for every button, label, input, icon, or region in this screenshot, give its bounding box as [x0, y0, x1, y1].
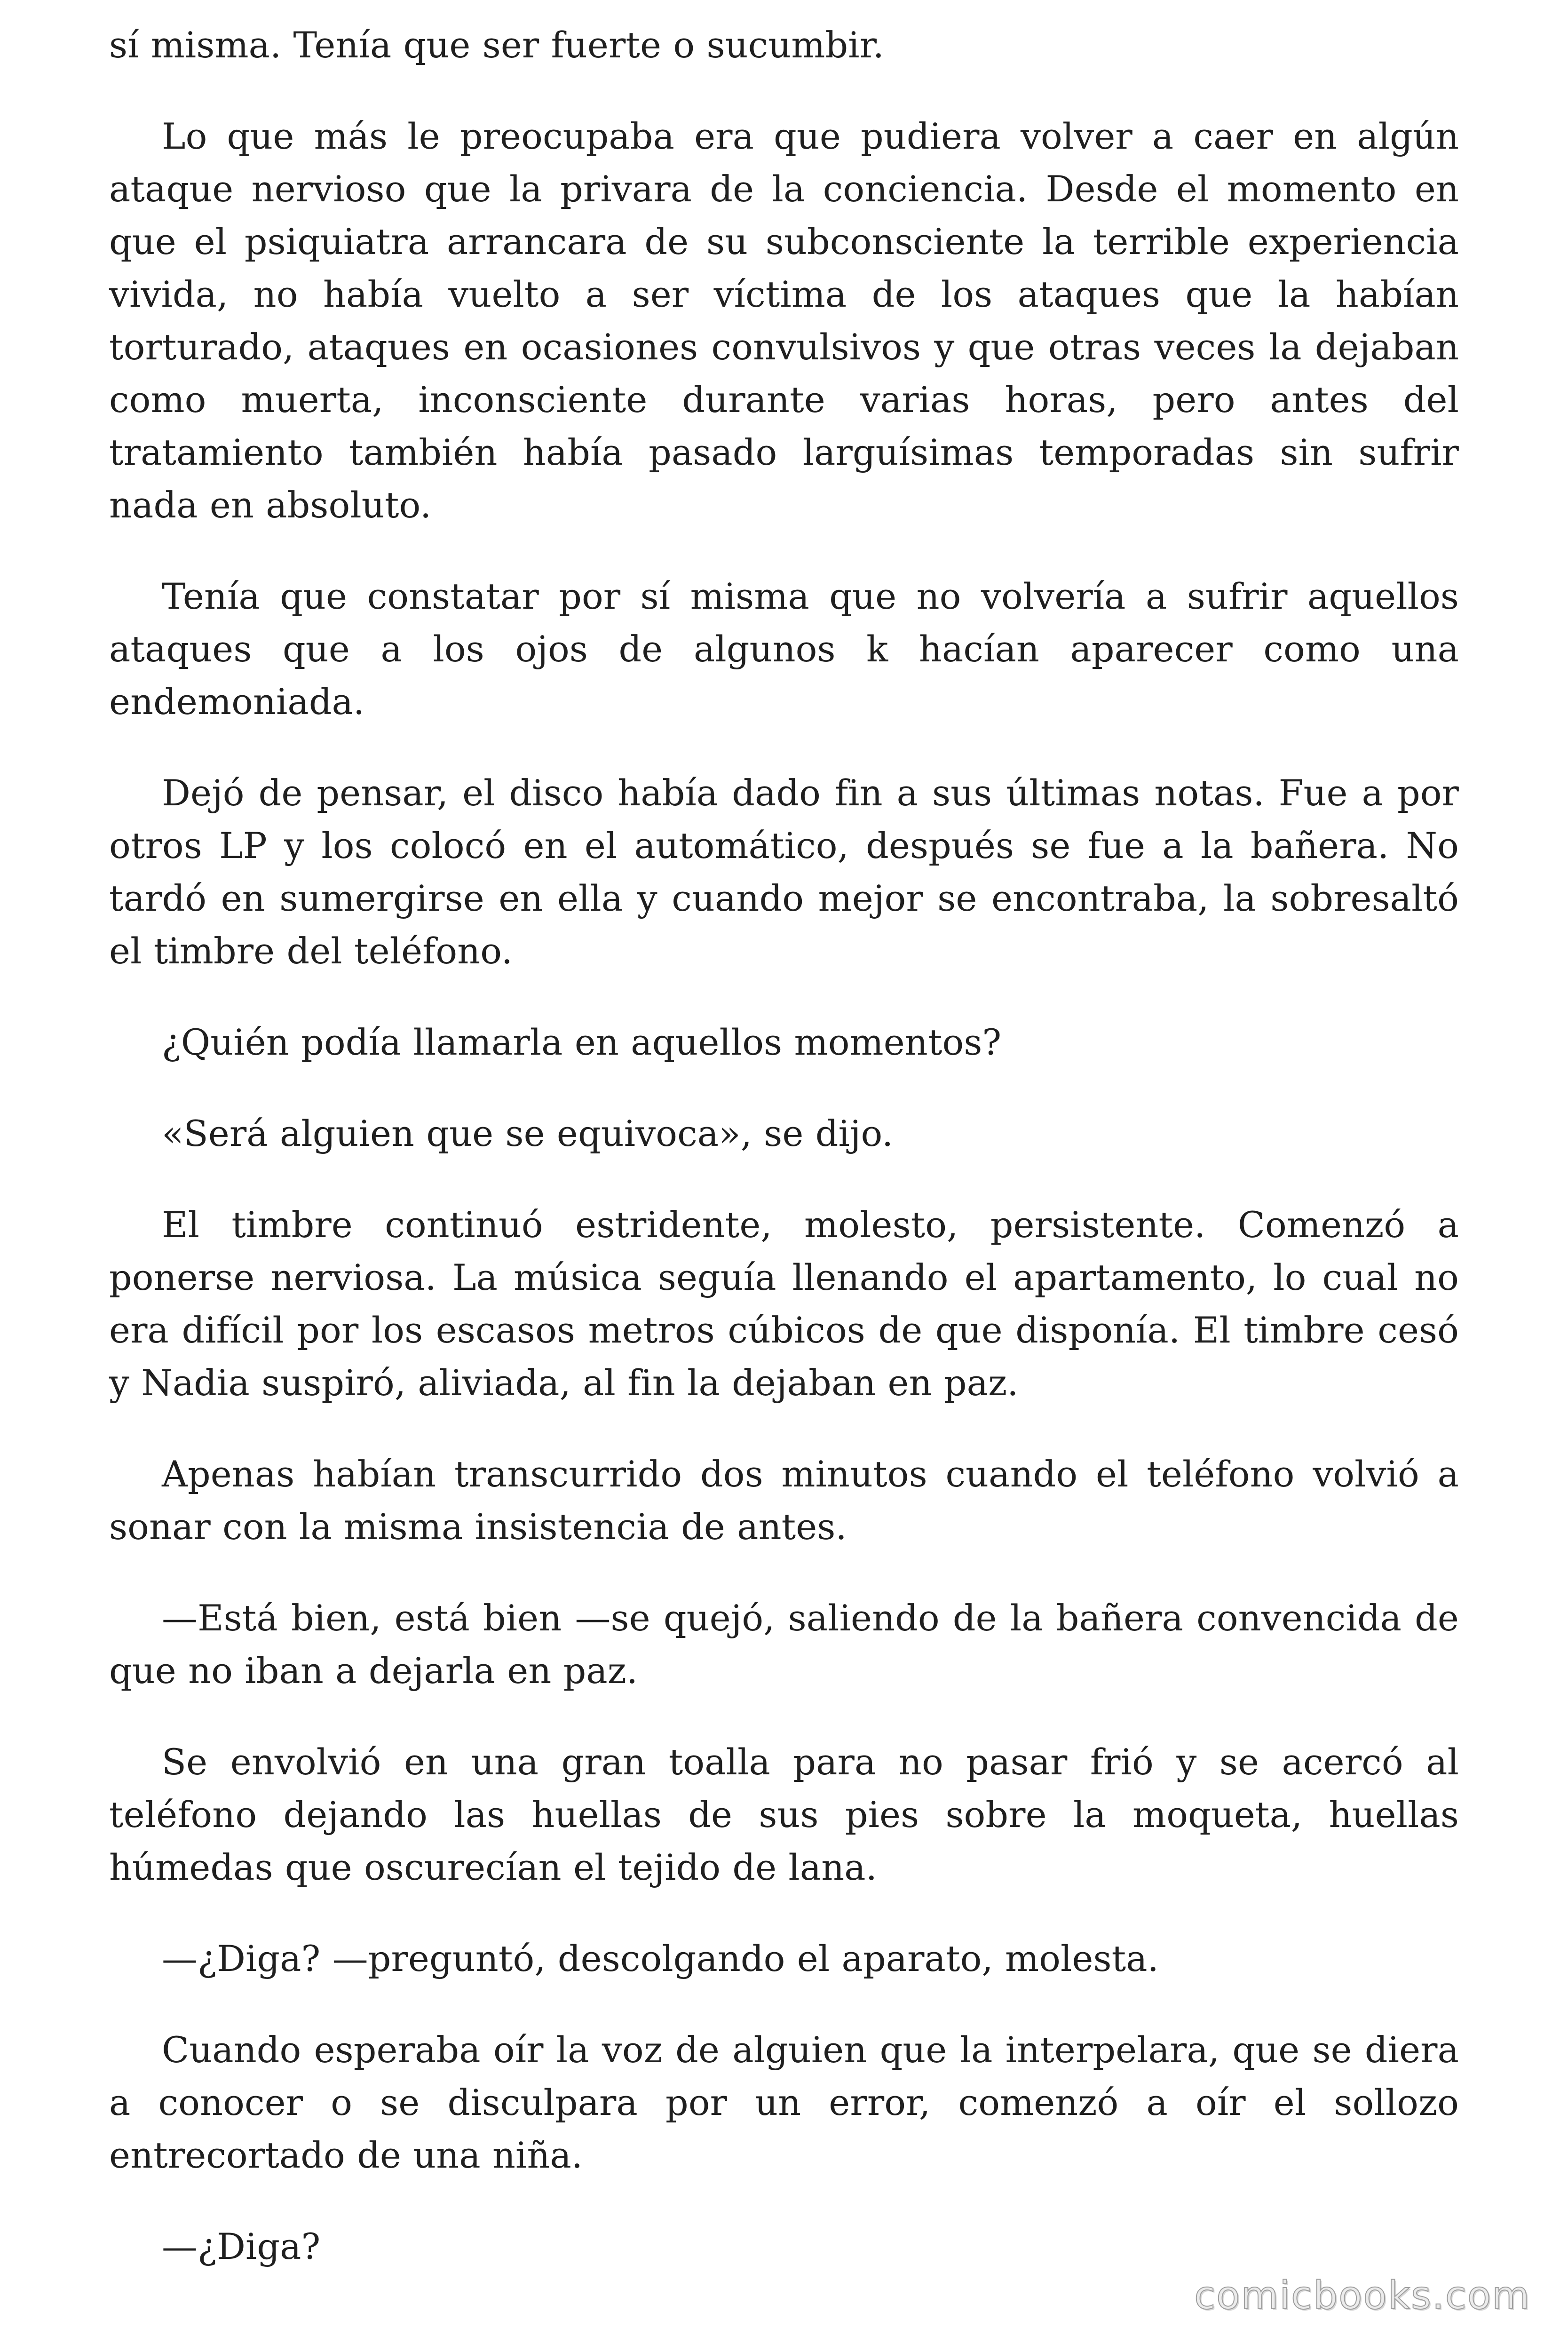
paragraph: Se envolvió en una gran toalla para no pasar frió y se acercó al teléfono dejando las huellas de sus pies sobre la moqueta, huellas húmedas que oscurecían el tejido de lana.	[109, 1741, 1459, 1888]
paragraph: —Está bien, está bien —se quejó, saliendo de la bañera convencida de que no iban a dejarla en paz.	[109, 1597, 1459, 1692]
paragraph-continuation: sí misma. Tenía que ser fuerte o sucumbir.	[109, 24, 885, 66]
paragraph: El timbre continuó estridente, molesto, persistente. Comenzó a ponerse nerviosa. La música seguía llenando el apartamento, lo cual no era difícil por los escasos metros cúbicos de que disponía. El timbre cesó y Nadia suspiró, aliviada, al fin la dejaban en paz.	[109, 1204, 1459, 1404]
watermark: comicbooks.com	[1194, 2273, 1530, 2318]
paragraph: Dejó de pensar, el disco había dado fin a sus últimas notas. Fue a por otros LP y los colocó en el automático, después se fue a la bañera. No tardó en sumergirse en ella y cuando mejor se encontraba, la sobresaltó el timbre del teléfono.	[109, 772, 1459, 972]
book-page	[109, 19, 1459, 2305]
paragraph: —¿Diga? —preguntó, descolgando el aparato, molesta.	[162, 1938, 1159, 1979]
paragraph: Lo que más le preocupaba era que pudiera volver a caer en algún ataque nervioso que la privara de la conciencia. Desde el momento en que el psiquiatra arrancara de su subconsciente la terrible experiencia vivida, no había vuelto a ser víctima de los ataques que la habían torturado, ataques en ocasiones convulsivos y que otras veces la dejaban como muerta, inconsciente durante varias horas, pero antes del tratamiento también había pasado larguísimas temporadas sin sufrir nada en absoluto.	[109, 115, 1459, 526]
paragraph: Tenía que constatar por sí misma que no volvería a sufrir aquellos ataques que a los ojos de algunos k hacían aparecer como una endemoniada.	[109, 575, 1459, 723]
paragraph: Cuando esperaba oír la voz de alguien que la interpelara, que se diera a conocer o se disculpara por un error, comenzó a oír el sollozo entrecortado de una niña.	[109, 2029, 1459, 2176]
paragraph: Apenas habían transcurrido dos minutos cuando el teléfono volvió a sonar con la misma insistencia de antes.	[109, 1453, 1459, 1548]
paragraph: —¿Diga?	[162, 2225, 321, 2267]
paragraph: ¿Quién podía llamarla en aquellos momentos?	[162, 1021, 1002, 1063]
paragraph: «Será alguien que se equivoca», se dijo.	[162, 1112, 894, 1154]
